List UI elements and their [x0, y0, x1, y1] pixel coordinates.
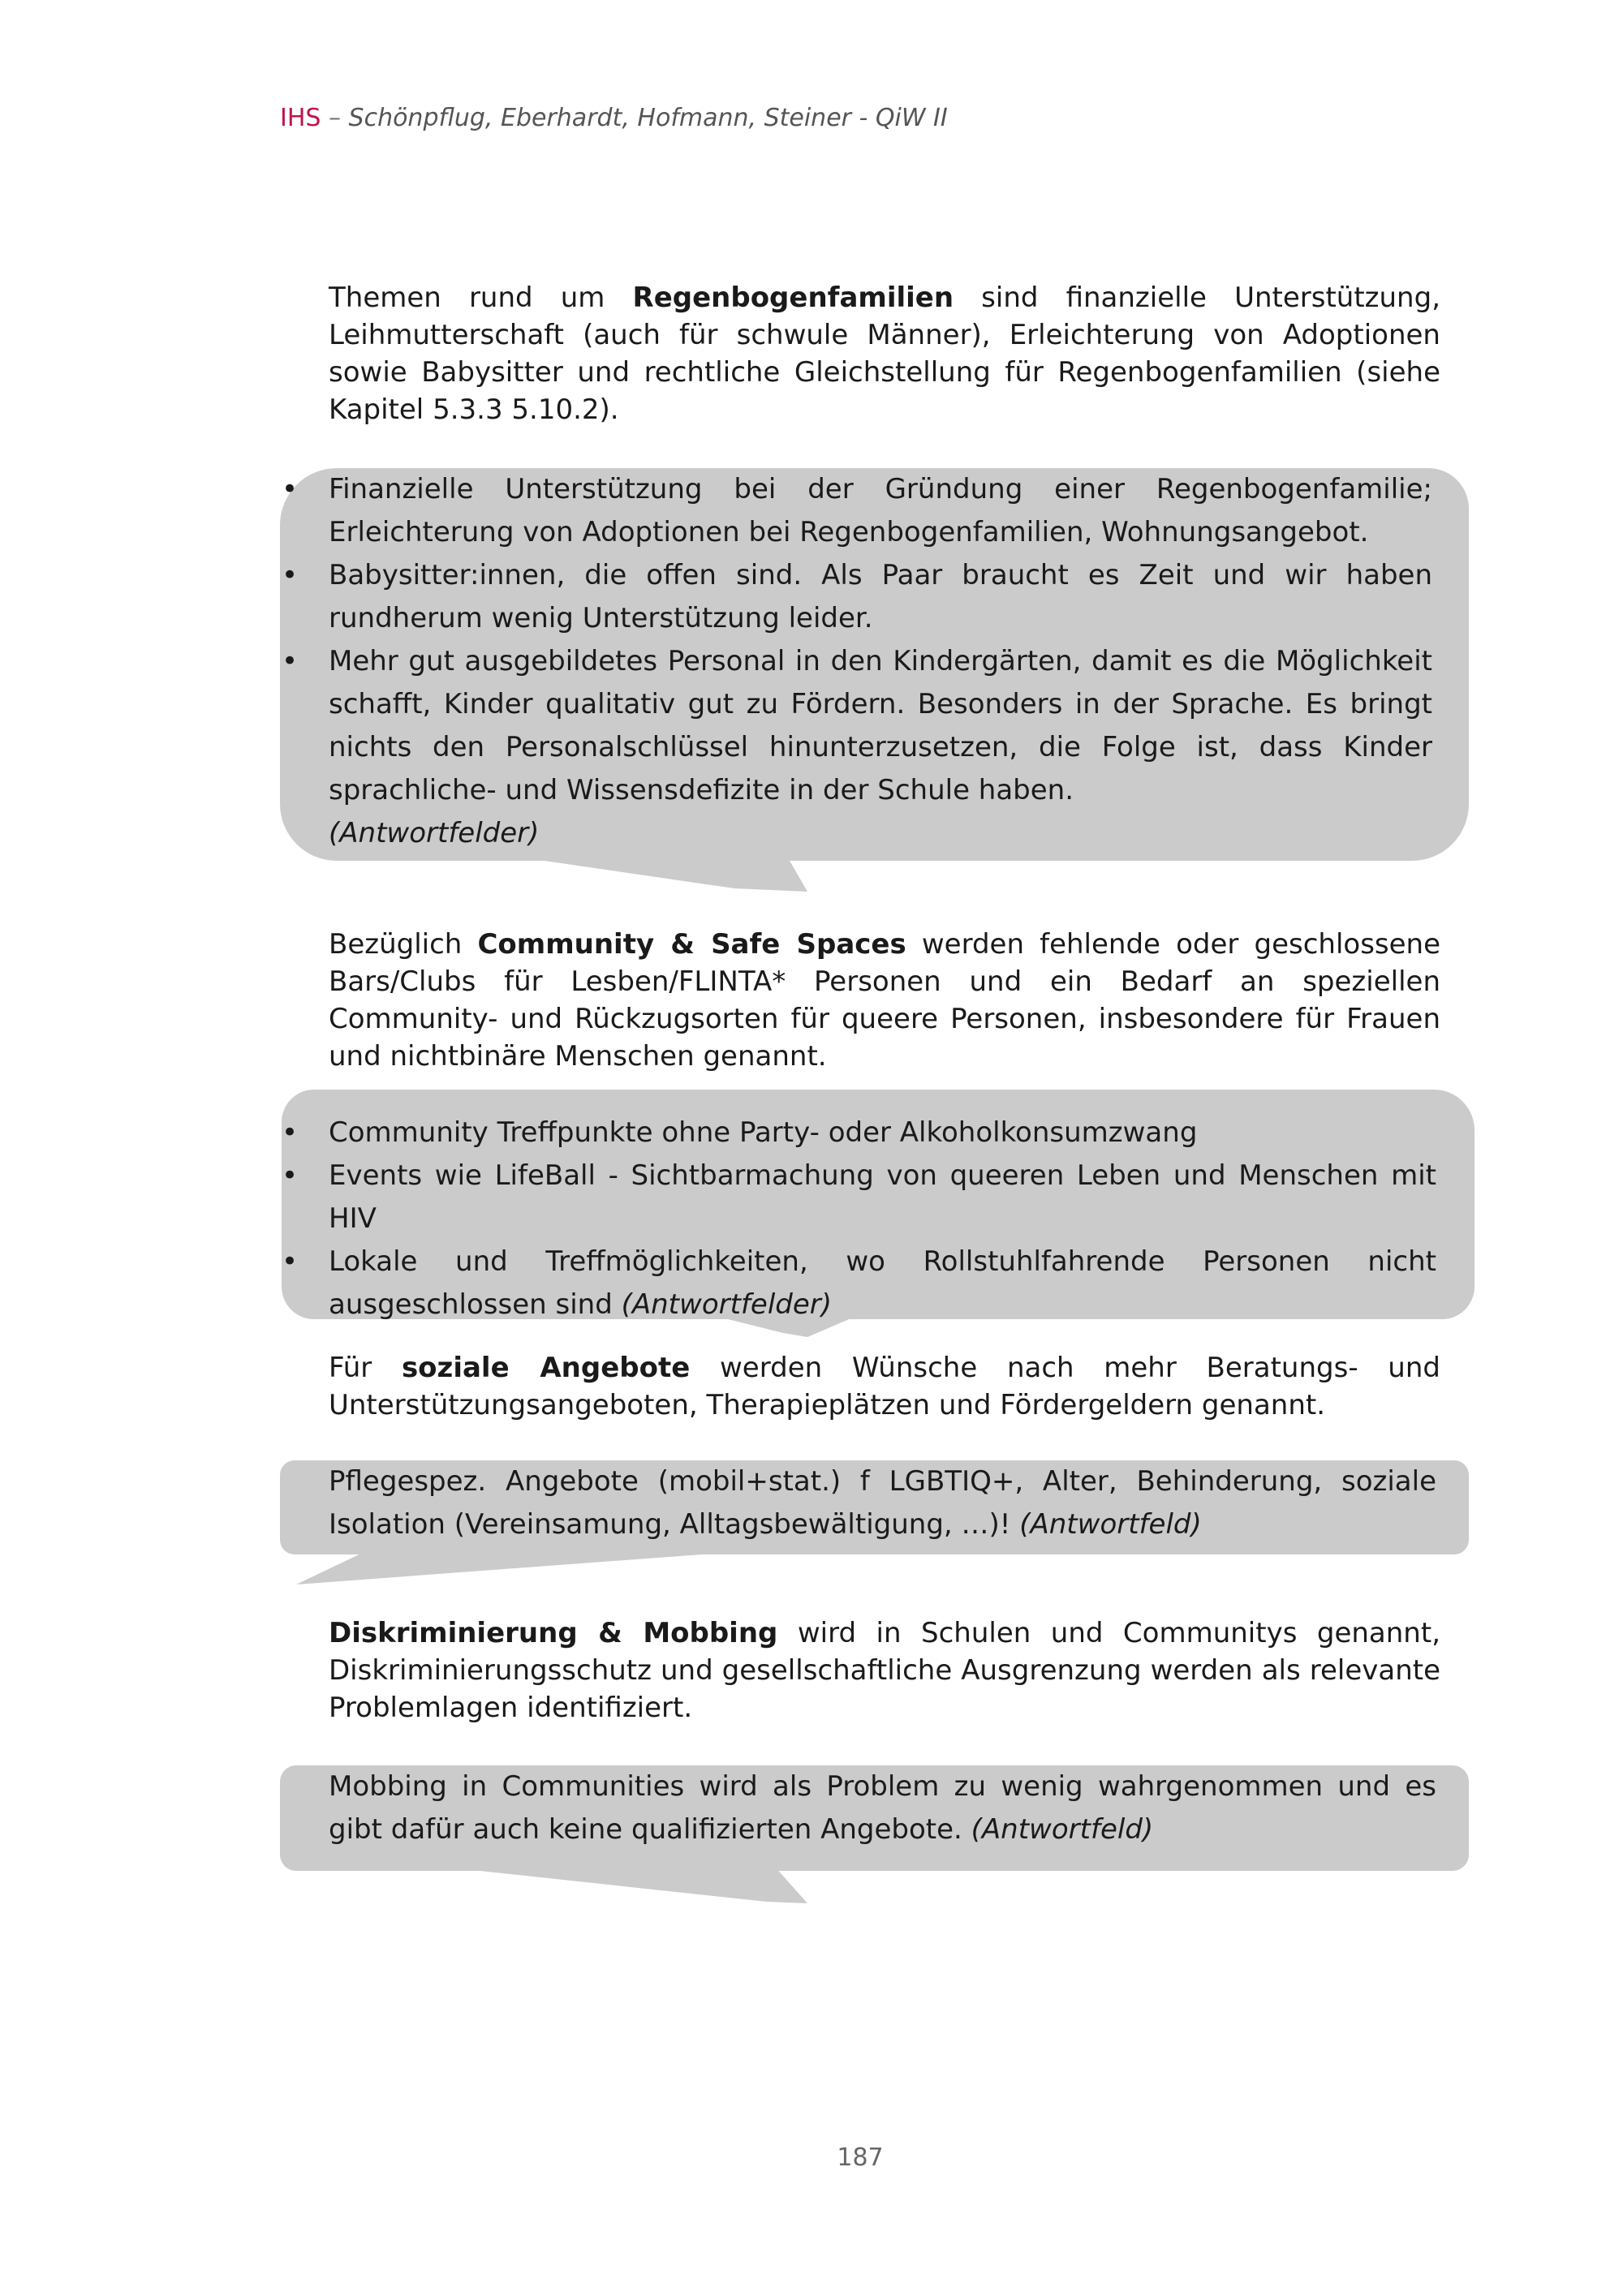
paragraph-text: Themen rund um: [329, 282, 633, 314]
list-item-text: Babysitter:innen, die offen sind. Als Paar braucht es Zeit und wir haben rundherum wenig Unterstützung leider.: [329, 559, 1432, 634]
bullet-icon: •: [282, 473, 299, 505]
bubble-text: [329, 1460, 1436, 1546]
paragraph-soziale-angebote: [329, 1349, 1440, 1424]
list-item-text: Finanzielle Unterstützung bei der Gründung einer Regenbogenfamilie; Erleichterung von Adoptionen bei Regenbogenfamilien, Wohnungsangebot.: [329, 473, 1432, 548]
list-item-text: Lokale und Treffmöglichkeiten, wo Rollstuhlfahrende Personen nicht ausgeschlossen sind: [329, 1245, 1436, 1321]
header-authors: Schönpflug, Eberhardt, Hofmann, Steiner - QiW II: [348, 104, 948, 132]
list-item-text: Mehr gut ausgebildetes Personal in den Kindergärten, damit es die Möglichkeit schafft, Kinder qualitativ gut zu Fördern. Besonders in der Sprache. Es bringt nichts den Personalschlüssel hinunterzusetzen, die Folge ist, dass Kinder sprachliche- und Wissensdefizite in der Schule haben.: [329, 645, 1432, 806]
list-item-text: Events wie LifeBall - Sichtbarmachung von queeren Leben und Menschen mit HIV: [329, 1159, 1436, 1235]
bullet-icon: •: [282, 559, 299, 591]
list-item: [282, 554, 1432, 640]
paragraph-text: werden Wünsche nach mehr Beratungs- und Unterstützungsangeboten, Therapieplätzen und Fördergeldern genannt.: [329, 1352, 1440, 1421]
bullet-icon: •: [282, 1159, 299, 1192]
paragraph-text: sind finanzielle Unterstützung, Leihmutterschaft (auch für schwule Männer), Erleichterung von Adoptionen sowie Babysitter und rechtliche Gleichstellung für Regenbogenfamilien (siehe Kapitel 5.3.3 5.10.2).: [329, 282, 1440, 426]
list-item: [282, 1111, 1436, 1154]
bubble-list: [282, 468, 1432, 855]
quote-text: Mobbing in Communities wird als Problem zu wenig wahrgenommen und es gibt dafür auch keine qualifizierten Angebote.: [329, 1770, 1436, 1846]
list-item: [282, 1154, 1436, 1240]
list-item-text: Community Treffpunkte ohne Party- oder Alkoholkonsumzwang: [329, 1116, 1198, 1149]
source-note: (Antwortfeld): [1019, 1508, 1202, 1541]
list-item: [282, 468, 1432, 554]
paragraph-keyword: Diskriminierung & Mobbing: [329, 1617, 778, 1649]
bullet-icon: •: [282, 1116, 299, 1149]
quote-bubble-community: [280, 1090, 1477, 1341]
paragraph-diskriminierung: [329, 1615, 1440, 1726]
paragraph-text: wird in Schulen und Communitys genannt, Diskriminierungsschutz und gesellschaftliche Ausgrenzung werden als relevante Problemlagen identifiziert.: [329, 1617, 1440, 1724]
quote-text: Pflegespez. Angebote (mobil+stat.) f LGBTIQ+, Alter, Behinderung, soziale Isolation (Vereinsamung, Alltagsbewältigung, …)!: [329, 1465, 1436, 1541]
paragraph-text: Für: [329, 1352, 402, 1384]
source-note: (Antwortfelder): [329, 817, 540, 849]
quote-bubble-regenbogenfamilien: [280, 468, 1473, 890]
running-header: [280, 104, 948, 132]
paragraph-community: [329, 926, 1440, 1075]
source-note: (Antwortfelder): [621, 1288, 833, 1321]
header-brand: IHS: [280, 104, 321, 132]
page-number: 187: [837, 2143, 884, 2172]
paragraph-regenbogenfamilien: [329, 279, 1440, 428]
paragraph-keyword: Regenbogenfamilien: [632, 282, 954, 314]
bubble-text: [329, 1765, 1436, 1851]
quote-bubble-mobbing: [280, 1765, 1473, 1907]
paragraph-text: Bezüglich: [329, 928, 478, 961]
header-dash: –: [321, 104, 349, 132]
paragraph-text: werden fehlende oder geschlossene Bars/Clubs für Lesben/FLINTA* Personen und ein Bedarf an speziellen Community- und Rückzugsorten für queere Personen, insbesondere für Frauen und nichtbinäre Menschen genannt.: [329, 928, 1441, 1073]
list-item: [282, 640, 1432, 855]
source-note: (Antwortfeld): [971, 1813, 1154, 1846]
bubble-list: [282, 1111, 1436, 1326]
list-item: [282, 1240, 1436, 1326]
bullet-icon: •: [282, 645, 299, 677]
quote-bubble-soziale-angebote: [280, 1460, 1473, 1590]
paragraph-keyword: Community & Safe Spaces: [477, 928, 906, 961]
paragraph-keyword: soziale Angebote: [401, 1352, 691, 1384]
bullet-icon: •: [282, 1245, 299, 1278]
